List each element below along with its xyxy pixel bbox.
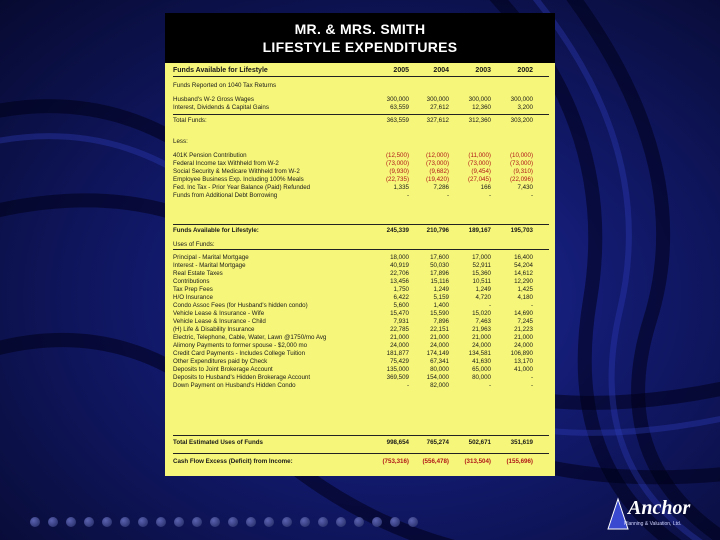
table-row <box>173 192 549 200</box>
decorative-dot <box>48 517 58 527</box>
cell: (73,000) <box>509 160 533 167</box>
row-label: Cash Flow Excess (Deficit) from Income: <box>173 458 293 465</box>
decorative-dot <box>408 517 418 527</box>
divider <box>173 224 549 225</box>
decorative-dot <box>300 517 310 527</box>
row-label: Principal - Marital Mortgage <box>173 254 249 261</box>
cell: 52,911 <box>472 262 491 269</box>
cell: 195,703 <box>510 227 533 234</box>
row-label: Interest - Marital Mortgage <box>173 262 246 269</box>
cell: 5,159 <box>433 294 449 301</box>
table-row <box>173 152 549 160</box>
table-row <box>173 382 549 390</box>
cell: (753,316) <box>382 458 409 465</box>
cell: 300,000 <box>386 96 409 103</box>
cell: 12,290 <box>514 278 533 285</box>
cell: 135,000 <box>386 366 409 373</box>
table-row <box>173 160 549 168</box>
cell: 21,963 <box>472 326 491 333</box>
cell: 14,690 <box>514 310 533 317</box>
cell: (9,930) <box>389 168 409 175</box>
table-row <box>173 184 549 192</box>
cell: 327,612 <box>426 117 449 124</box>
cell: 6,422 <box>393 294 409 301</box>
cell: 7,463 <box>475 318 491 325</box>
cell: 24,000 <box>430 342 449 349</box>
cell: (22,096) <box>509 176 533 183</box>
row-label: Down Payment on Husband's Hidden Condo <box>173 382 296 389</box>
cell: 63,559 <box>390 104 409 111</box>
decorative-dot <box>120 517 130 527</box>
cell: (12,000) <box>425 152 449 159</box>
cell: 82,000 <box>430 382 449 389</box>
cell: (12,500) <box>385 152 409 159</box>
row-label: Husband's W-2 Gross Wages <box>173 96 254 103</box>
column-header-row <box>173 67 549 75</box>
row-label: Other Expenditures paid by Check <box>173 358 268 365</box>
cell: - <box>530 382 533 389</box>
divider <box>173 453 549 454</box>
total-uses-row <box>173 439 549 447</box>
subheading <box>173 82 549 90</box>
row-label: Social Security & Medicare Withheld from W-2 <box>173 168 300 175</box>
cell: 54,204 <box>514 262 533 269</box>
row-label: Electric, Telephone, Cable, Water, Lawn @1750/mo Avg <box>173 334 327 341</box>
total-funds-row <box>173 117 549 125</box>
cell: 15,590 <box>430 310 449 317</box>
cell: (22,735) <box>385 176 409 183</box>
row-label: Deposits to Joint Brokerage Account <box>173 366 273 373</box>
cell: 7,896 <box>433 318 449 325</box>
cell: 41,000 <box>514 366 533 373</box>
row-label: Funds from Additional Debt Borrowing <box>173 192 278 199</box>
cell: 369,509 <box>386 374 409 381</box>
cell: 303,200 <box>510 117 533 124</box>
cell: (73,000) <box>425 160 449 167</box>
table-row <box>173 302 549 310</box>
cash-flow-row <box>173 458 549 466</box>
cell: 21,223 <box>514 326 533 333</box>
cell: 7,286 <box>433 184 449 191</box>
cell: 15,020 <box>472 310 491 317</box>
uses-label-row <box>173 241 549 249</box>
cell: 998,654 <box>386 439 409 446</box>
cell: 363,559 <box>386 117 409 124</box>
year-header: 2005 <box>393 67 409 74</box>
year-header: 2002 <box>517 67 533 74</box>
decorative-dot <box>192 517 202 527</box>
cell: 24,000 <box>514 342 533 349</box>
table-row <box>173 318 549 326</box>
section-label: Funds Available for Lifestyle <box>173 67 268 74</box>
decorative-dot <box>210 517 220 527</box>
decorative-dot <box>336 517 346 527</box>
cell: - <box>406 382 409 389</box>
cell: 1,249 <box>433 286 449 293</box>
row-label: Credit Card Payments - Includes College Tuition <box>173 350 306 357</box>
page-subtitle: LIFESTYLE EXPENDITURES <box>262 39 458 55</box>
cell: 4,180 <box>517 294 533 301</box>
cell: 7,931 <box>393 318 409 325</box>
cell: 22,785 <box>390 326 409 333</box>
decorative-dot <box>138 517 148 527</box>
cell: - <box>488 302 491 309</box>
cell: 502,671 <box>468 439 491 446</box>
row-label: Condo Assoc Fees (for Husband's hidden condo) <box>173 302 308 309</box>
cell: (313,504) <box>464 458 491 465</box>
table-row <box>173 96 549 104</box>
cell: 13,456 <box>390 278 409 285</box>
row-label: Funds Available for Lifestyle: <box>173 227 259 234</box>
row-label: Interest, Dividends & Capital Gains <box>173 104 269 111</box>
row-label: Total Funds: <box>173 117 207 124</box>
table-row <box>173 334 549 342</box>
cell: - <box>406 192 409 199</box>
row-label: Contributions <box>173 278 210 285</box>
row-label: 401K Pension Contribution <box>173 152 247 159</box>
cell: 1,425 <box>517 286 533 293</box>
income-subheading: Funds Reported on 1040 Tax Returns <box>173 82 277 89</box>
decorative-dot <box>102 517 112 527</box>
decorative-dot <box>66 517 76 527</box>
row-label: Total Estimated Uses of Funds <box>173 439 263 446</box>
row-label: Vehicle Lease & Insurance - Wife <box>173 310 265 317</box>
divider <box>173 114 549 115</box>
cell: 41,630 <box>472 358 491 365</box>
decorative-dot <box>372 517 382 527</box>
cell: 16,400 <box>514 254 533 261</box>
cell: - <box>530 192 533 199</box>
decorative-dot <box>246 517 256 527</box>
decorative-dot <box>354 517 364 527</box>
cell: 15,360 <box>472 270 491 277</box>
year-header: 2003 <box>475 67 491 74</box>
cell: 300,000 <box>510 96 533 103</box>
divider <box>173 435 549 436</box>
cell: (19,420) <box>425 176 449 183</box>
cell: 312,360 <box>468 117 491 124</box>
cell: 1,335 <box>393 184 409 191</box>
row-label: Tax Prep Fees <box>173 286 213 293</box>
table-row <box>173 350 549 358</box>
cell: 15,116 <box>430 278 449 285</box>
decorative-dot <box>174 517 184 527</box>
decorative-dot <box>84 517 94 527</box>
cell: 4,720 <box>475 294 491 301</box>
row-label: Deposits to Husband's Hidden Brokerage Account <box>173 374 311 381</box>
cell: 17,600 <box>430 254 449 261</box>
less-label: Less: <box>173 138 188 145</box>
cell: 24,000 <box>472 342 491 349</box>
table-row <box>173 342 549 350</box>
table-row <box>173 176 549 184</box>
cell: 67,341 <box>430 358 449 365</box>
cell: (10,000) <box>509 152 533 159</box>
cell: 12,360 <box>472 104 491 111</box>
uses-label: Uses of Funds: <box>173 241 215 248</box>
cell: 166 <box>480 184 491 191</box>
cell: (27,045) <box>467 176 491 183</box>
cell: 210,796 <box>426 227 449 234</box>
cell: 65,000 <box>472 366 491 373</box>
cell: 21,000 <box>390 334 409 341</box>
row-label: Federal Income tax Withheld from W-2 <box>173 160 279 167</box>
cell: (73,000) <box>385 160 409 167</box>
cell: 1,400 <box>433 302 449 309</box>
decorative-dot <box>30 517 40 527</box>
logo-tagline: Planning & Valuation, Ltd. <box>624 521 682 527</box>
cell: 27,612 <box>430 104 449 111</box>
cell: - <box>488 382 491 389</box>
row-label: (H) Life & Disability Insurance <box>173 326 255 333</box>
cell: 17,896 <box>430 270 449 277</box>
cell: - <box>488 192 491 199</box>
table-row <box>173 278 549 286</box>
table-row <box>173 326 549 334</box>
table-row <box>173 286 549 294</box>
row-label: Fed. Inc Tax - Prior Year Balance (Paid) Refunded <box>173 184 311 191</box>
expenditure-document <box>165 13 555 476</box>
cell: 765,274 <box>426 439 449 446</box>
table-row <box>173 310 549 318</box>
cell: 17,000 <box>472 254 491 261</box>
cell: 22,706 <box>390 270 409 277</box>
cell: (9,310) <box>513 168 533 175</box>
row-label: Vehicle Lease & Insurance - Child <box>173 318 266 325</box>
cell: 300,000 <box>468 96 491 103</box>
page-title: MR. & MRS. SMITH <box>294 21 426 37</box>
cell: 75,429 <box>390 358 409 365</box>
cell: 80,000 <box>472 374 491 381</box>
row-label: Real Estate Taxes <box>173 270 223 277</box>
cell: 14,612 <box>514 270 533 277</box>
cell: (556,478) <box>422 458 449 465</box>
cell: 24,000 <box>390 342 409 349</box>
cell: 300,000 <box>426 96 449 103</box>
divider <box>173 249 549 250</box>
table-row <box>173 104 549 112</box>
cell: 106,890 <box>510 350 533 357</box>
cell: (9,682) <box>429 168 449 175</box>
cell: 18,000 <box>390 254 409 261</box>
cell: 7,430 <box>517 184 533 191</box>
decorative-dot <box>318 517 328 527</box>
decorative-dot <box>390 517 400 527</box>
cell: 21,000 <box>514 334 533 341</box>
cell: 1,750 <box>393 286 409 293</box>
cell: 134,581 <box>468 350 491 357</box>
table-row <box>173 262 549 270</box>
table-row <box>173 270 549 278</box>
cell: 154,000 <box>426 374 449 381</box>
funds-available-row <box>173 227 549 235</box>
document-header <box>165 13 555 63</box>
cell: 50,030 <box>430 262 449 269</box>
cell: 5,600 <box>393 302 409 309</box>
decorative-dot <box>282 517 292 527</box>
cell: 21,000 <box>472 334 491 341</box>
cell: (9,454) <box>471 168 491 175</box>
table-row <box>173 366 549 374</box>
cell: 40,919 <box>390 262 409 269</box>
cell: (155,696) <box>506 458 533 465</box>
cell: 1,249 <box>475 286 491 293</box>
cell: 351,619 <box>510 439 533 446</box>
year-header: 2004 <box>433 67 449 74</box>
row-label: H/O Insurance <box>173 294 213 301</box>
cell: - <box>530 302 533 309</box>
cell: 15,470 <box>390 310 409 317</box>
logo-brand-text: Anchor <box>628 497 691 519</box>
divider <box>173 76 549 77</box>
cell: 22,151 <box>430 326 449 333</box>
less-label-row <box>173 138 549 146</box>
table-row <box>173 168 549 176</box>
cell: 13,170 <box>514 358 533 365</box>
cell: 181,877 <box>386 350 409 357</box>
cell: 80,000 <box>430 366 449 373</box>
cell: - <box>446 192 449 199</box>
table-row <box>173 374 549 382</box>
row-label: Alimony Payments to former spouse - $2,000 mo <box>173 342 308 349</box>
cell: 21,000 <box>430 334 449 341</box>
cell: (11,000) <box>468 152 491 159</box>
table-row <box>173 254 549 262</box>
row-label: Employee Business Exp. Including 100% Meals <box>173 176 304 183</box>
anchor-logo <box>606 493 718 537</box>
cell: 3,200 <box>517 104 533 111</box>
cell: (73,000) <box>467 160 491 167</box>
decorative-dot <box>156 517 166 527</box>
cell: 10,511 <box>472 278 491 285</box>
decorative-dot <box>264 517 274 527</box>
table-row <box>173 294 549 302</box>
cell: 7,245 <box>517 318 533 325</box>
table-row <box>173 358 549 366</box>
cell: 245,339 <box>386 227 409 234</box>
cell: 189,167 <box>468 227 491 234</box>
cell: - <box>530 374 533 381</box>
cell: 174,149 <box>426 350 449 357</box>
decorative-dot <box>228 517 238 527</box>
